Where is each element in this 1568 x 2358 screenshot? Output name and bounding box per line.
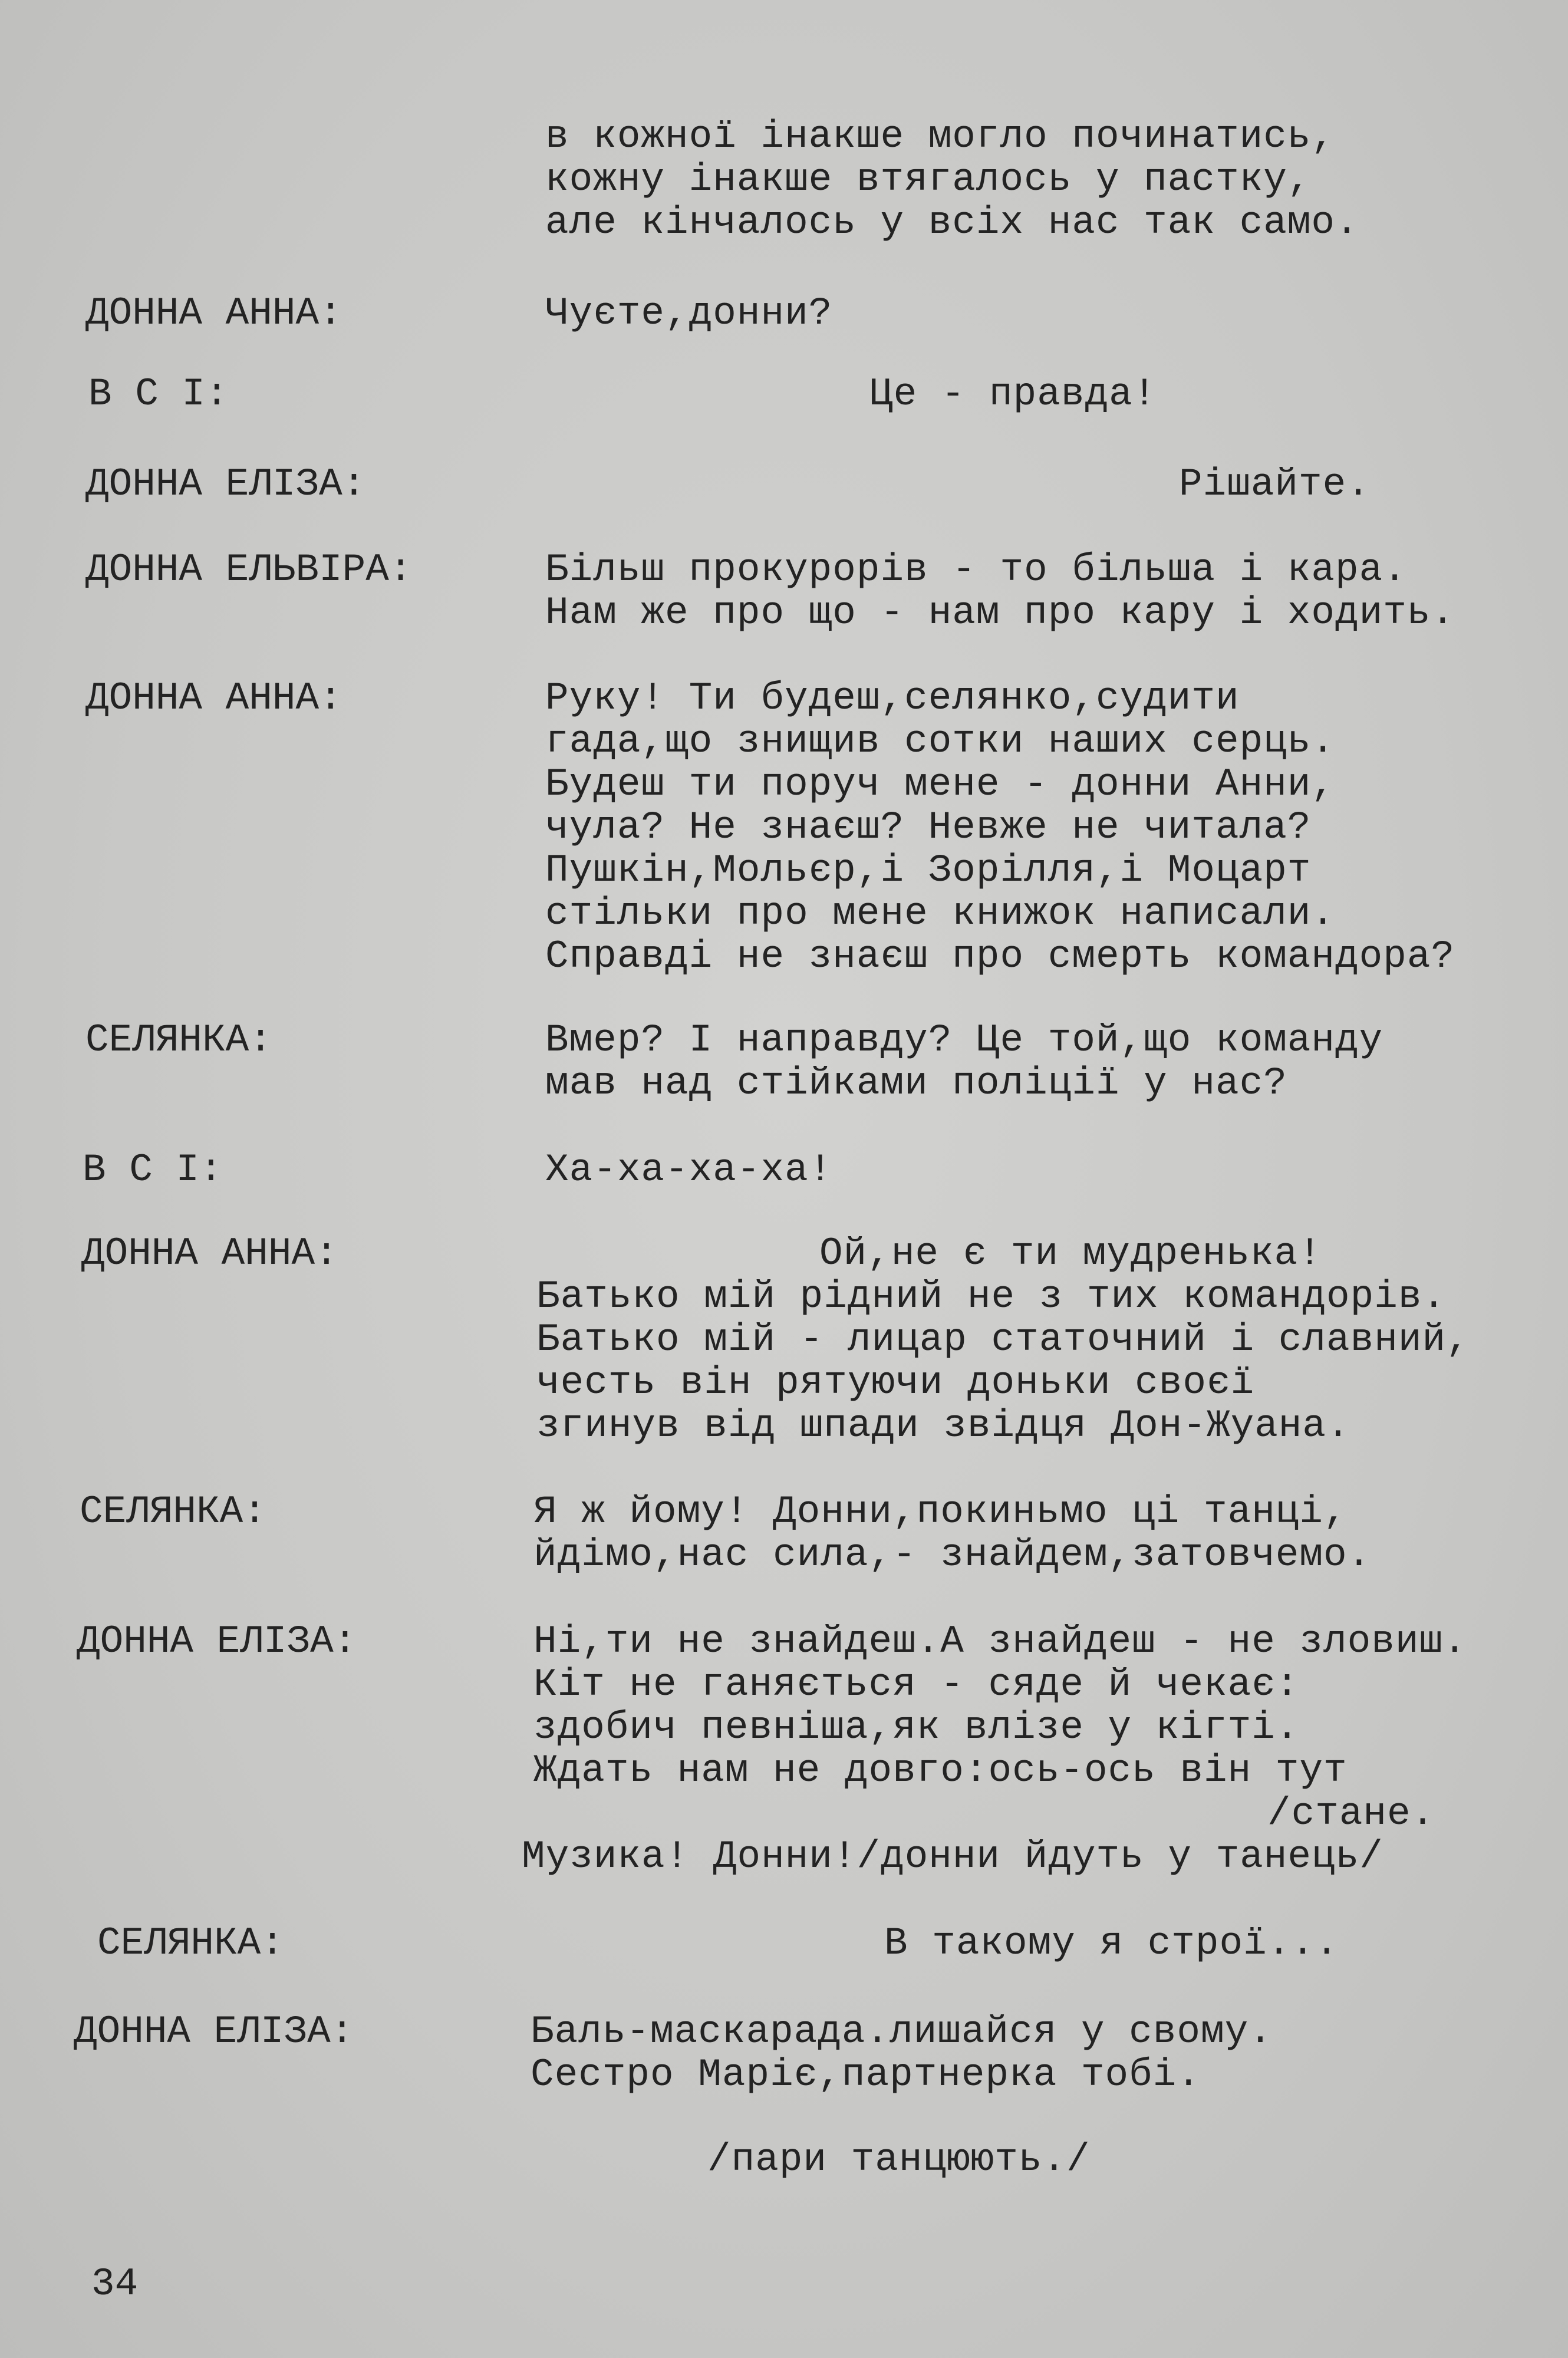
speaker-label: ДОННА ЕЛІЗА: bbox=[74, 2010, 354, 2054]
speaker-label: ДОННА АННА: bbox=[81, 1231, 338, 1276]
speaker-label: ДОННА ЕЛІЗА: bbox=[85, 462, 366, 506]
speaker-label: ДОННА АННА: bbox=[85, 676, 342, 720]
verse-line: Ха-ха-ха-ха! bbox=[545, 1148, 833, 1192]
verse-line: Ні,ти не знайдеш.А знайдеш - не зловиш. bbox=[533, 1619, 1467, 1664]
verse-line: Баль-маскарада.лишайся у свому. bbox=[531, 2010, 1273, 2054]
speaker-label: СЕЛЯНКА: bbox=[80, 1490, 266, 1534]
verse-line: Батько мій - лицар статочний і славний, bbox=[536, 1318, 1470, 1362]
verse-line: Це - правда! bbox=[869, 372, 1157, 416]
verse-line: Чуєте,донни? bbox=[545, 291, 833, 335]
speaker-label: СЕЛЯНКА: bbox=[97, 1921, 284, 1965]
verse-line: Пушкін,Мольєр,і Зорілля,і Моцарт bbox=[545, 848, 1312, 893]
speaker-label: ДОННА АННА: bbox=[85, 291, 342, 335]
verse-line: чула? Не знаєш? Невже не читала? bbox=[545, 805, 1312, 849]
verse-line: Руку! Ти будеш,селянко,судити bbox=[545, 676, 1240, 720]
verse-line: але кінчалось у всіх нас так само. bbox=[545, 200, 1359, 245]
stage-direction: /пари танцюють./ bbox=[707, 2138, 1091, 2182]
verse-line: Рішайте. bbox=[1179, 462, 1371, 506]
verse-line: Вмер? І направду? Це той,що команду bbox=[545, 1018, 1383, 1062]
verse-line: Ждать нам не довго:ось-ось він тут bbox=[533, 1748, 1348, 1793]
verse-line: Я ж йому! Донни,покиньмо ці танці, bbox=[533, 1490, 1348, 1534]
verse-line: мав над стійками поліції у нас? bbox=[545, 1061, 1287, 1105]
verse-line: здобич певніша,як влізе у кігті. bbox=[533, 1705, 1300, 1750]
verse-line: стільки про мене книжок написали. bbox=[545, 891, 1336, 936]
verse-line: Батько мій рідний не з тих командорів. bbox=[536, 1274, 1447, 1319]
verse-line: йдімо,нас сила,- знайдем,затовчемо. bbox=[533, 1533, 1372, 1577]
verse-line: кожну інакше втягалось у пастку, bbox=[545, 157, 1312, 202]
verse-line: Сестро Маріє,партнерка тобі. bbox=[531, 2053, 1201, 2097]
verse-line: згинув від шпади звідця Дон-Жуана. bbox=[536, 1404, 1350, 1448]
verse-line: Більш прокурорів - то більша і кара. bbox=[545, 548, 1407, 592]
verse-line: В такому я строї... bbox=[884, 1921, 1339, 1965]
page-number: 34 bbox=[91, 2262, 139, 2306]
verse-line: в кожної інакше могло починатись, bbox=[545, 114, 1336, 159]
verse-line: /стане. bbox=[1267, 1791, 1435, 1836]
verse-line: Кіт не ганяється - сяде й чекає: bbox=[533, 1662, 1300, 1707]
speaker-label: ДОННА ЕЛЬВІРА: bbox=[85, 548, 413, 592]
verse-line: Будеш ти поруч мене - донни Анни, bbox=[545, 762, 1336, 806]
speaker-label: ДОННА ЕЛІЗА: bbox=[77, 1619, 357, 1664]
verse-line: Музика! Донни!/донни йдуть у танець/ bbox=[522, 1835, 1383, 1879]
speaker-label: СЕЛЯНКА: bbox=[85, 1018, 272, 1062]
verse-line: Справді не знаєш про смерть командора? bbox=[545, 934, 1455, 979]
speaker-label: В С І: bbox=[83, 1148, 223, 1192]
verse-line: Ой,не є ти мудренька! bbox=[819, 1231, 1322, 1276]
speaker-label: В С І: bbox=[88, 372, 229, 416]
verse-line: честь він рятуючи доньки своєї bbox=[536, 1361, 1255, 1405]
verse-line: Нам же про що - нам про кару і ходить. bbox=[545, 591, 1455, 635]
verse-line: гада,що знищив сотки наших серць. bbox=[545, 719, 1336, 763]
